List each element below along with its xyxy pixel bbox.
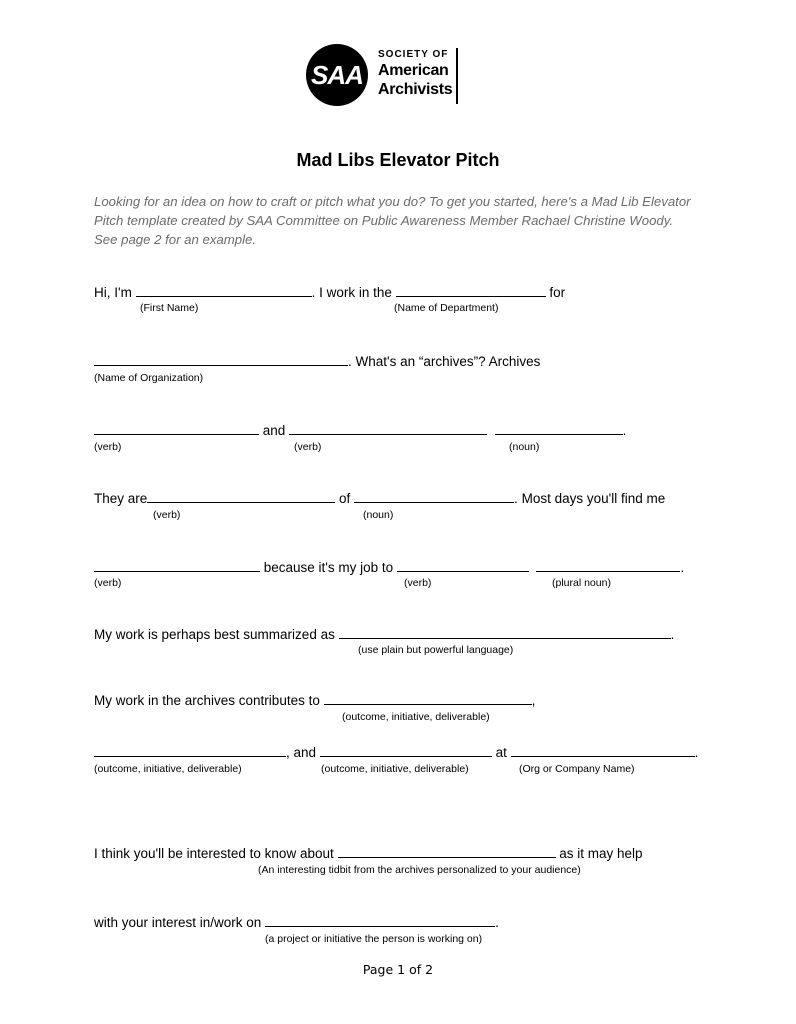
line-text: My work in the archives contributes to (94, 693, 320, 708)
pitch-line-4 (94, 489, 665, 506)
department-blank[interactable] (396, 283, 546, 297)
line-text: . (694, 745, 699, 760)
logo-line-archivists: Archivists (378, 81, 453, 98)
line-text: . What's an “archives”? Archives (348, 354, 541, 369)
caption-first-name: (First Name) (140, 302, 199, 314)
verb-blank-2[interactable] (289, 421, 487, 435)
pitch-line-2 (94, 352, 540, 369)
verb-blank-4[interactable] (94, 558, 260, 572)
contribution-blank-1[interactable] (324, 691, 532, 705)
summary-blank[interactable] (339, 625, 671, 639)
line-text: and (262, 423, 286, 438)
caption-company-name: (Org or Company Name) (519, 763, 635, 775)
pitch-line-9 (94, 844, 643, 861)
intro-text: Looking for an idea on how to craft or pitch what you do? To get you started, here's a Mad Lib Elevator Pitch template created by SAA Committee on Public Awareness Member Rachael Christine Woody. See page 2 for an example. (94, 194, 691, 247)
line-text: . (622, 423, 627, 438)
line-text: , (531, 693, 536, 708)
caption-organization: (Name of Organization) (94, 372, 204, 384)
logo-divider (456, 48, 458, 104)
saa-logo (306, 44, 458, 106)
contribution-blank-3[interactable] (320, 743, 492, 757)
company-name-blank[interactable] (511, 743, 695, 757)
logo-line-society: SOCIETY OF (378, 49, 449, 60)
line-text: . (495, 915, 499, 930)
line-text: Hi, I'm (94, 285, 132, 300)
line-text: at (495, 745, 507, 760)
line-text: My work is perhaps best summarized as (94, 627, 335, 642)
caption-verb: (verb) (404, 577, 432, 589)
organization-blank[interactable] (94, 352, 348, 366)
verb-blank-3[interactable] (147, 489, 335, 503)
plural-noun-blank[interactable] (536, 558, 680, 572)
caption-outcome: (outcome, initiative, deliverable) (94, 763, 242, 775)
line-text: . (670, 627, 675, 642)
caption-noun: (noun) (509, 441, 540, 453)
verb-blank-1[interactable] (94, 421, 259, 435)
line-text: as it may help (559, 846, 643, 861)
line-text: . Most days you'll find me (514, 491, 666, 506)
line-text: for (549, 285, 566, 300)
verb-blank-5[interactable] (397, 558, 529, 572)
noun-blank-1[interactable] (495, 421, 623, 435)
caption-department: (Name of Department) (394, 302, 499, 314)
saa-logo-mark: SAA (306, 44, 368, 106)
caption-outcome: (outcome, initiative, deliverable) (342, 711, 490, 723)
pitch-line-5 (94, 558, 684, 575)
caption-tidbit: (An interesting tidbit from the archives personalized to your audience) (258, 864, 581, 876)
line-text: They are (94, 491, 148, 506)
pitch-line-8 (94, 743, 698, 760)
line-text: . (680, 560, 685, 575)
line-text: . I work in the (311, 285, 392, 300)
pitch-line-1 (94, 283, 565, 300)
caption-plural-noun: (plural noun) (552, 577, 611, 589)
tidbit-blank[interactable] (338, 844, 556, 858)
page-number: Page 1 of 2 (362, 962, 434, 977)
caption-noun: (noun) (363, 509, 394, 521)
noun-blank-2[interactable] (354, 489, 514, 503)
pitch-line-6 (94, 625, 674, 642)
caption-project: (a project or initiative the person is working on) (265, 933, 483, 945)
page-title: Mad Libs Elevator Pitch (296, 150, 500, 170)
pitch-line-10 (94, 913, 499, 930)
caption-verb: (verb) (94, 577, 122, 589)
line-text: with your interest in/work on (94, 915, 262, 930)
logo-line-american: American (378, 62, 449, 79)
line-text: , and (286, 745, 317, 760)
first-name-blank[interactable] (136, 283, 312, 297)
caption-outcome: (outcome, initiative, deliverable) (321, 763, 469, 775)
line-text: of (339, 491, 351, 506)
caption-verb: (verb) (153, 509, 181, 521)
contribution-blank-2[interactable] (94, 743, 286, 757)
caption-verb: (verb) (94, 441, 122, 453)
line-text: I think you'll be interested to know about (94, 846, 334, 861)
caption-plain-language: (use plain but powerful language) (358, 644, 514, 656)
pitch-line-3 (94, 421, 626, 438)
caption-verb: (verb) (294, 441, 322, 453)
line-text: because it's my job to (263, 560, 394, 575)
project-blank[interactable] (265, 913, 495, 927)
pitch-line-7 (94, 691, 535, 708)
